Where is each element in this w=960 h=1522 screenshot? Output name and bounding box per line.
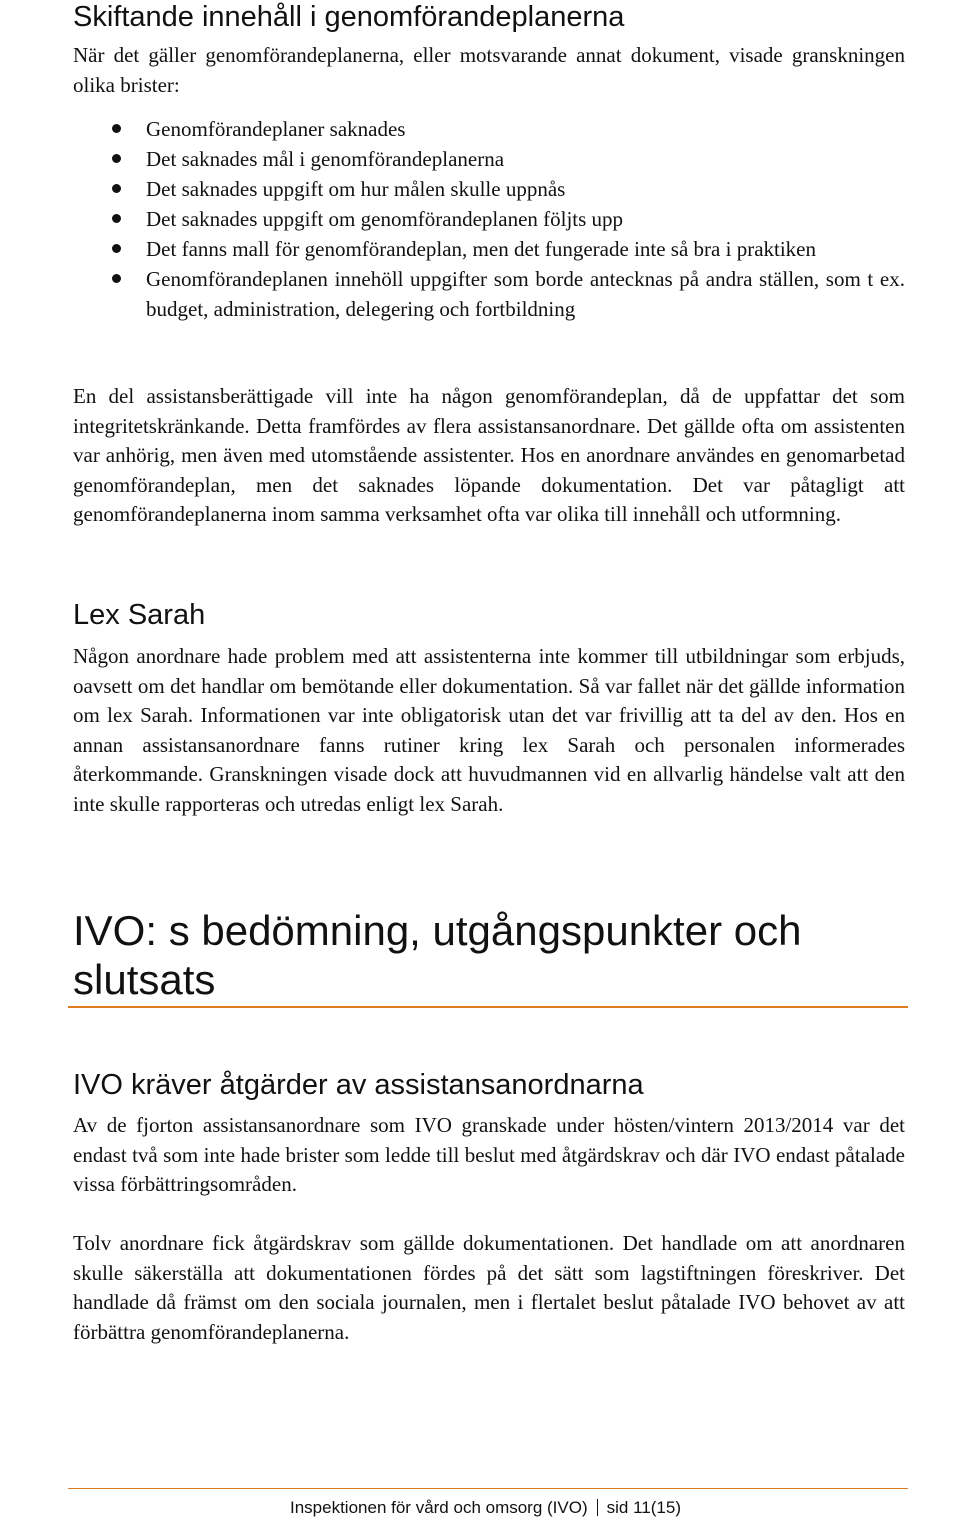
body-paragraph: Någon anordnare hade problem med att assistenterna inte kommer till utbildningar som erbjuds, oavsett om det handlar om bemötande eller dokumentation. Så var fallet när det gällde information om lex Sarah. Informationen var inte obligatorisk utan det var frivillig att ta del av den. Hos en annan assistansanordnare fanns rutiner kring lex Sarah och personalen informerades återkommande. Granskningen visade dock att huvudmannen vid en allvarlig händelse valt att den inte skulle rapporteras och utredas enligt lex Sarah. — [73, 644, 905, 816]
page-footer — [290, 1497, 710, 1519]
bullet-icon — [112, 124, 121, 133]
heading-divider — [68, 1006, 908, 1008]
footer-separator — [597, 1499, 598, 1516]
deficiency-list — [73, 114, 905, 324]
chapter-heading: IVO: s bedömning, utgångspunkter och slutsats — [73, 907, 802, 1003]
list-item: Det saknades uppgift om hur målen skulle uppnås — [73, 174, 905, 204]
list-item: Det fanns mall för genomförandeplan, men det fungerade inte så bra i praktiken — [73, 234, 905, 264]
list-item: Det saknades uppgift om genomförandeplanen följts upp — [73, 204, 905, 234]
bullet-icon — [112, 154, 121, 163]
body-paragraph: Tolv anordnare fick åtgärdskrav som gällde dokumentationen. Det handlade om att anordnaren skulle säkerställa att dokumentationen fördes på det sätt som lagstiftningen föreskriver. Det handlade då främst om den sociala journalen, men i flertalet beslut påtalade IVO behovet av att förbättra genomförandeplanerna. — [73, 1231, 905, 1344]
bullet-icon — [112, 214, 121, 223]
body-paragraph: Av de fjorton assistansanordnare som IVO granskade under hösten/vintern 2013/2014 var det endast två som inte hade brister som ledde till beslut med åtgärdskrav och där IVO endast påtalade vissa förbättringsområden. — [73, 1113, 905, 1197]
intro-paragraph: När det gäller genomförandeplanerna, eller motsvarande annat dokument, visade granskningen olika brister: — [73, 43, 905, 97]
bullet-icon — [112, 244, 121, 253]
list-item: Genomförandeplanen innehöll uppgifter som borde antecknas på andra ställen, som t ex. budget, administration, delegering och fortbildning — [73, 264, 905, 324]
page-number: sid 11(15) — [606, 1498, 681, 1517]
section-heading-lex-sarah: Lex Sarah — [73, 599, 206, 631]
list-item: Genomförandeplaner saknades — [73, 114, 905, 144]
section-heading-genomforandeplaner: Skiftande innehåll i genomförandeplanerna — [73, 1, 625, 33]
footer-organization: Inspektionen för vård och omsorg (IVO) — [290, 1498, 588, 1517]
footer-divider — [68, 1488, 908, 1489]
list-item: Det saknades mål i genomförandeplanerna — [73, 144, 905, 174]
bullet-icon — [112, 184, 121, 193]
body-paragraph: En del assistansberättigade vill inte ha någon genomförandeplan, då de uppfattar det som integritetskränkande. Detta framfördes av flera assistansanordnare. Det gällde ofta om assistenten var anhörig, men även med utomstående assistenter. Hos en anordnare användes en genomarbetad genomförandeplan, men det saknades löpande dokumentation. Det var påtagligt att genomförandeplanerna inom samma verksamhet ofta var olika till innehåll och utformning. — [73, 384, 905, 527]
section-heading-atgarder: IVO kräver åtgärder av assistansanordnarna — [73, 1069, 644, 1101]
bullet-icon — [112, 274, 121, 283]
